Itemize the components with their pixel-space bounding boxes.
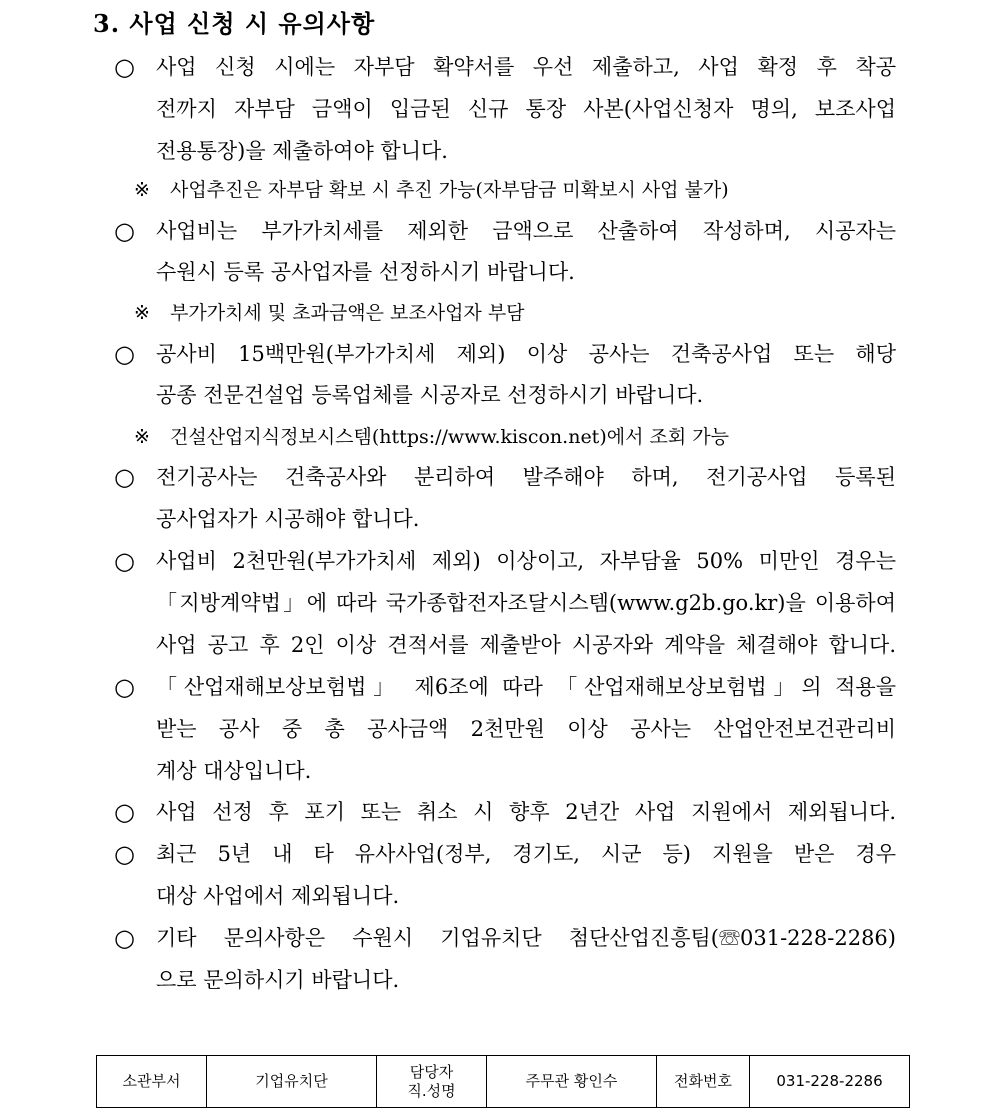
body-text: 기타 문의사항은 수원시 기업유치단 첨단산업진흥팀(☏031-228-2286) [156,926,896,950]
list-item [0,211,992,251]
phone-label: 전화번호 [657,1056,750,1108]
person-label-line2: 직.성명 [407,1081,456,1100]
bullet-icon: ○ [114,840,135,868]
list-item [0,457,992,497]
person-label [377,1056,487,1108]
list-item [0,47,992,87]
list-item [0,541,992,581]
body-text: 전용통장)을 제출하여야 합니다. [156,139,448,163]
bullet-icon: ○ [114,463,135,491]
list-item-continuation [0,375,992,415]
dept-label: 소관부서 [97,1056,207,1108]
note-item [0,417,992,457]
list-item [0,792,992,832]
bullet-icon: ○ [114,673,135,701]
note-text: 부가가치세 및 초과금액은 보조사업자 부담 [170,302,525,324]
note-text: 건설산업지식정보시스템(https://www.kiscon.net)에서 조회 가능 [170,426,729,448]
body-text: 공사비 15백만원(부가가치세 제외) 이상 공사는 건축공사업 또는 해당 [156,342,896,366]
list-item-continuation [0,960,992,1000]
list-item [0,834,992,874]
bullet-icon: ○ [114,924,135,952]
list-item-continuation [0,131,992,171]
table-row [97,1056,910,1108]
body-text: 전까지 자부담 금액이 입금된 신규 통장 사본(사업신청자 명의, 보조사업 [156,97,896,121]
note-text: 사업추진은 자부담 확보 시 추진 가능(자부담금 미확보시 사업 불가) [170,179,729,201]
body-text: 전기공사는 건축공사와 분리하여 발주해야 하며, 전기공사업 등록된 [156,465,896,489]
list-item-continuation [0,499,992,539]
list-item-continuation [0,876,992,916]
body-text: 사업 공고 후 2인 이상 견적서를 제출받아 시공자와 계약을 체결해야 합니다. [156,633,896,657]
list-item [0,334,992,374]
body-text: 수원시 등록 공사업자를 선정하시기 바랍니다. [156,260,575,284]
note-icon: ※ [134,426,150,448]
body-text: 최근 5년 내 타 유사사업(정부, 경기도, 시군 등) 지원을 받은 경우 [156,842,896,866]
body-text: 「산업재해보상보험법」 제6조에 따라 「산업재해보상보험법」의 적용을 [156,675,896,699]
bullet-icon: ○ [114,798,135,826]
list-item-continuation [0,751,992,791]
note-item [0,293,992,333]
list-item-continuation [0,252,992,292]
body-text: 대상 사업에서 제외됩니다. [156,884,400,908]
body-text: 으로 문의하시기 바랍니다. [156,968,400,992]
body-text: 사업비 2천만원(부가가치세 제외) 이상이고, 자부담율 50% 미만인 경우는 [156,549,896,573]
body-text: 「지방계약법」에 따라 국가종합전자조달시스템(www.g2b.go.kr)을 이용하여 [156,591,896,615]
body-text: 받는 공사 중 총 공사금액 2천만원 이상 공사는 산업안전보건관리비 [156,717,896,741]
bullet-icon: ○ [114,217,135,245]
list-item [0,667,992,707]
list-item-continuation [0,583,992,623]
section-title: 3. 사업 신청 시 유의사항 [93,9,376,38]
bullet-icon: ○ [114,547,135,575]
contact-table [96,1055,910,1108]
list-item-continuation [0,625,992,665]
note-icon: ※ [134,302,150,324]
dept-value: 기업유치단 [207,1056,377,1108]
body-text: 사업비는 부가가치세를 제외한 금액으로 산출하여 작성하며, 시공자는 [156,219,896,243]
body-text: 공종 전문건설업 등록업체를 시공자로 선정하시기 바랍니다. [156,383,704,407]
body-text: 공사업자가 시공해야 합니다. [156,507,420,531]
person-value: 주무관 황인수 [487,1056,657,1108]
list-item-continuation [0,709,992,749]
body-text: 사업 선정 후 포기 또는 취소 시 향후 2년간 사업 지원에서 제외됩니다. [156,800,896,824]
list-item-continuation [0,89,992,129]
body-text: 계상 대상입니다. [156,759,312,783]
list-item [0,918,992,958]
bullet-icon: ○ [114,340,135,368]
note-item [0,170,992,210]
note-icon: ※ [134,179,150,201]
bullet-icon: ○ [114,53,135,81]
phone-value: 031-228-2286 [750,1056,910,1108]
body-text: 사업 신청 시에는 자부담 확약서를 우선 제출하고, 사업 확정 후 착공 [156,55,896,79]
person-label-line1: 담당자 [409,1062,454,1081]
